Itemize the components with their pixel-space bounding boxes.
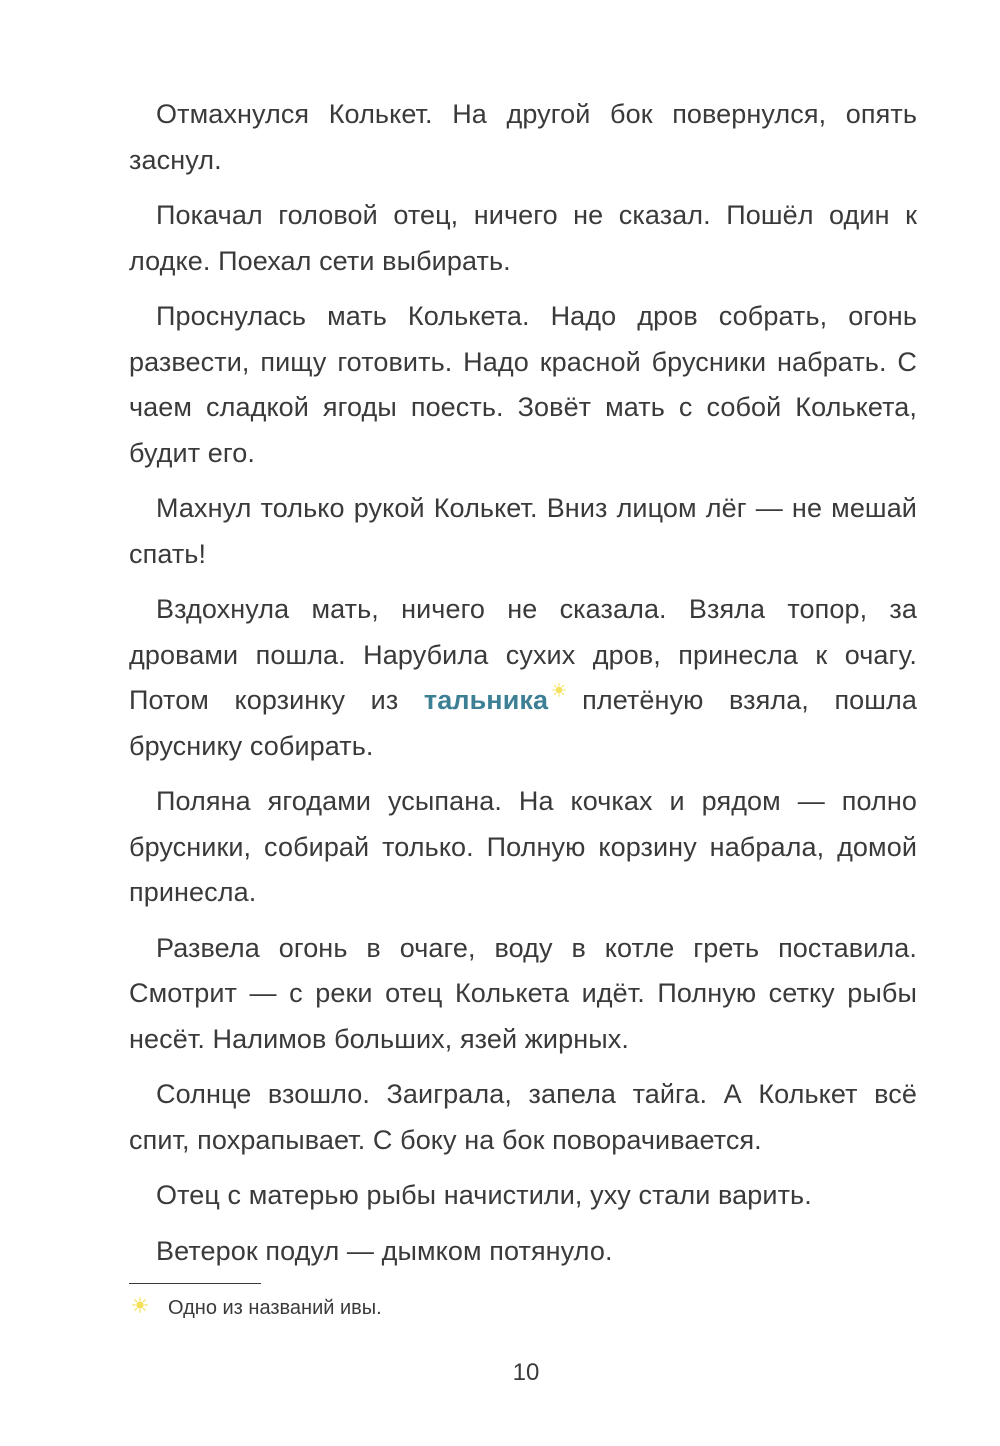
paragraph-4: Махнул только рукой Колькет. Вниз лицом лёг — не мешай спать! [129, 493, 917, 569]
paragraph-3: Проснулась мать Колькета. Надо дров собрать, огонь развести, пищу готовить. Надо красной брусники набрать. С чаем сладкой ягоды поесть. Зовёт мать с собой Колькета, будит его. [129, 301, 917, 468]
paragraph-1: Отмахнулся Колькет. На другой бок повернулся, опять заснул. [129, 99, 917, 175]
paragraph-5 [129, 587, 917, 769]
glossary-term-talnik: тальника [423, 685, 549, 715]
paragraph-2: Покачал головой отец, ничего не сказал. Пошёл один к лодке. Поехал сети выбирать. [129, 200, 917, 276]
paragraph-8: Солнце взошло. Заиграла, запела тайга. А Колькет всё спит, похрапывает. С боку на бок поворачивается. [129, 1079, 917, 1155]
story-text [129, 92, 917, 1284]
paragraph-5-before: Вздохнула мать, ничего не сказала. Взяла топор, за дровами пошла. Нарубила сухих дров, принесла к очагу. Потом корзинку из [129, 594, 917, 715]
footnote-text: Одно из названий ивы. [168, 1297, 382, 1319]
footnote [132, 1293, 382, 1323]
paragraph-9: Отец с матерью рыбы начистили, уху стали варить. [156, 1180, 812, 1210]
paragraph-10: Ветерок подул — дымком потянуло. [156, 1235, 613, 1266]
paragraph-7: Развела огонь в очаге, воду в котле греть поставила. Смотрит — с реки отец Колькета идёт. Полную сетку рыбы несёт. Налимов больших, язей жирных. [129, 932, 917, 1054]
sun-icon [552, 683, 566, 697]
page-number: 10 [512, 1359, 540, 1386]
sun-icon [132, 1297, 148, 1313]
paragraph-6: Поляна ягодами усыпана. На кочках и рядом — полно брусники, собирай только. Полную корзину набрала, домой принесла. [129, 786, 917, 907]
footnote-divider [129, 1283, 261, 1284]
paragraph-5-after: плетёную взяла, пошла бруснику собирать. [129, 685, 918, 761]
